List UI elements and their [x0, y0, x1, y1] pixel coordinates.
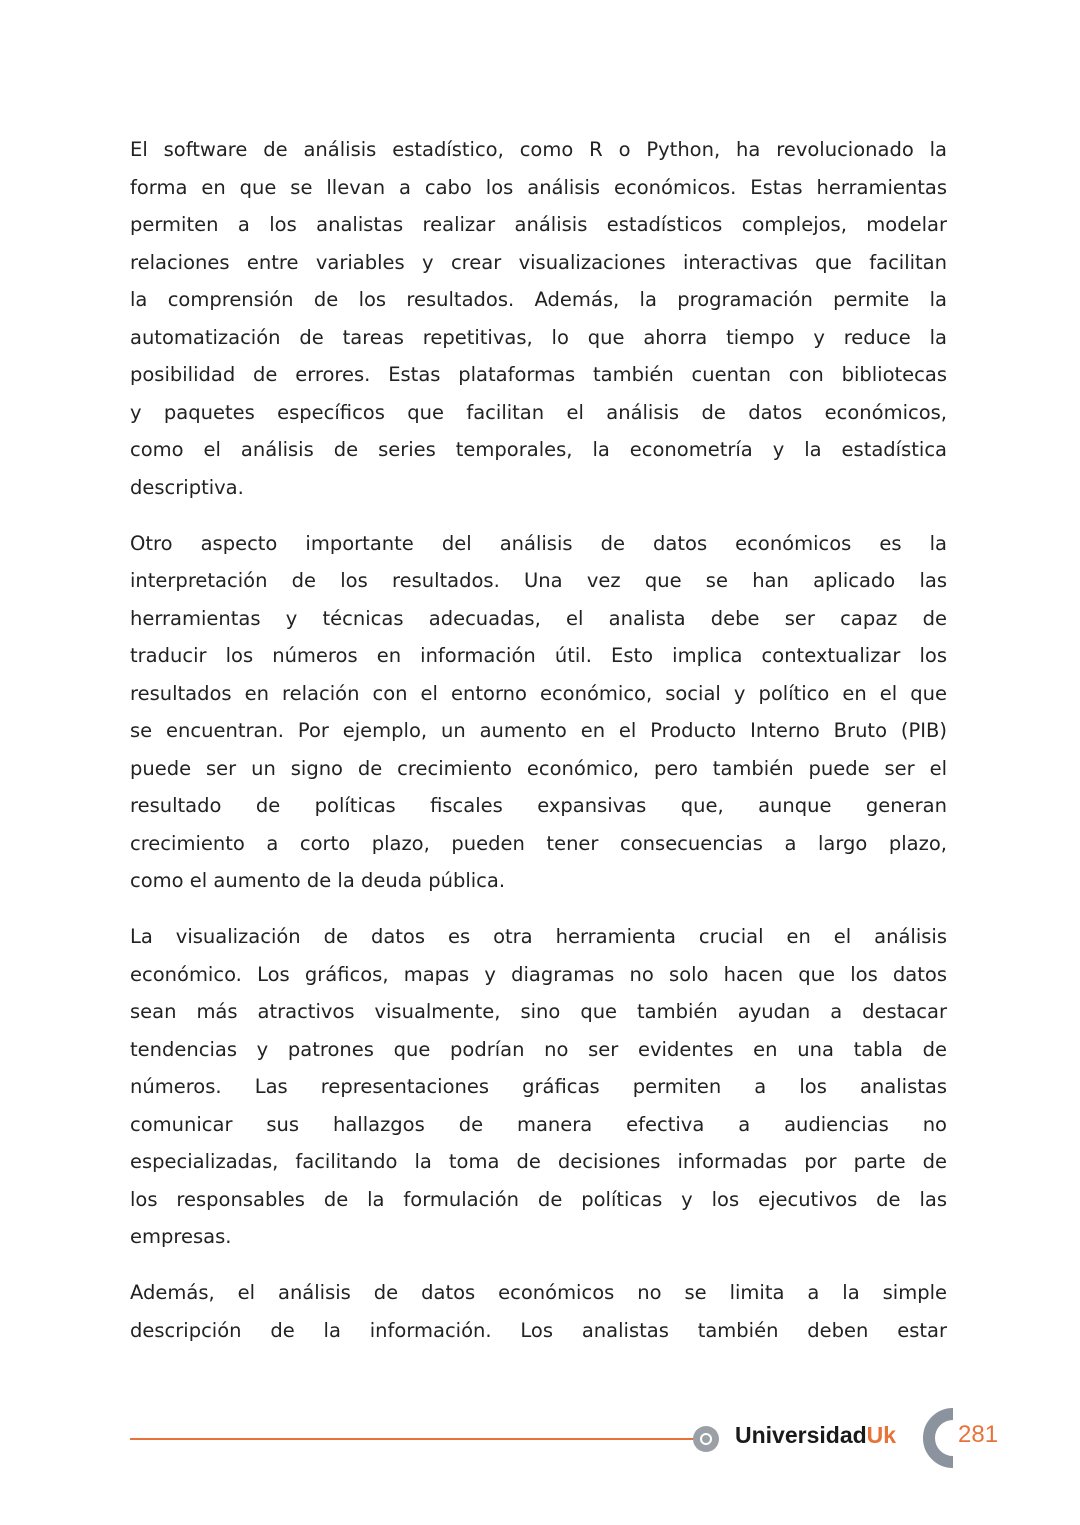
text-line: interpretación de los resultados. Una vez que se han aplicado las	[130, 569, 947, 592]
paragraph	[130, 918, 947, 1256]
text-line: forma en que se llevan a cabo los análisis económicos. Estas herramientas	[130, 175, 947, 199]
paragraph	[130, 131, 947, 506]
text-line: descripción de la información. Los analistas también deben estar	[130, 1318, 947, 1342]
text-line: traducir los números en información útil. Esto implica contextualizar los	[130, 644, 947, 667]
brand-suffix: Uk	[866, 1422, 897, 1448]
text-line: El software de análisis estadístico, como R o Python, ha revolucionado la	[130, 138, 947, 161]
text-line: especializadas, facilitando la toma de decisiones informadas por parte de	[130, 1150, 947, 1173]
text-line: como el aumento de la deuda pública.	[130, 869, 506, 892]
text-line: y paquetes específicos que facilitan el análisis de datos económicos,	[130, 400, 947, 424]
text-line: Otro aspecto importante del análisis de datos económicos es la	[130, 531, 947, 555]
brand-name: Universidad	[735, 1422, 867, 1448]
text-line: resultados en relación con el entorno económico, social y político en el que	[130, 681, 947, 705]
body-text	[130, 131, 947, 1368]
text-line: relaciones entre variables y crear visualizaciones interactivas que facilitan	[130, 250, 947, 274]
text-line: tendencias y patrones que podrían no ser evidentes en una tabla de	[130, 1037, 947, 1061]
text-line: descriptiva.	[130, 475, 244, 499]
brand-logo	[735, 1422, 896, 1449]
text-line: los responsables de la formulación de políticas y los ejecutivos de las	[130, 1187, 947, 1211]
text-line: económico. Los gráficos, mapas y diagramas no solo hacen que los datos	[130, 962, 947, 986]
text-line: se encuentran. Por ejemplo, un aumento en el Producto Interno Bruto (PIB)	[130, 719, 947, 742]
paragraph	[130, 1274, 947, 1349]
text-line: la comprensión de los resultados. Además, la programación permite la	[130, 288, 947, 311]
footer-divider	[130, 1438, 695, 1440]
text-line: posibilidad de errores. Estas plataformas también cuentan con bibliotecas	[130, 363, 947, 386]
text-line: empresas.	[130, 1225, 232, 1248]
text-line: herramientas y técnicas adecuadas, el analista debe ser capaz de	[130, 606, 947, 630]
text-line: sean más atractivos visualmente, sino que también ayudan a destacar	[130, 1000, 947, 1023]
text-line: Además, el análisis de datos económicos no se limita a la simple	[130, 1281, 947, 1304]
page-number: 281	[958, 1421, 999, 1448]
text-line: como el análisis de series temporales, la econometría y la estadística	[130, 438, 947, 461]
text-line: puede ser un signo de crecimiento económico, pero también puede ser el	[130, 756, 947, 780]
text-line: comunicar sus hallazgos de manera efectiva a audiencias no	[130, 1112, 947, 1136]
text-line: La visualización de datos es otra herramienta crucial en el análisis	[130, 925, 947, 948]
text-line: permiten a los analistas realizar análisis estadísticos complejos, modelar	[130, 213, 947, 236]
text-line: números. Las representaciones gráficas permiten a los analistas	[130, 1075, 947, 1098]
text-line: crecimiento a corto plazo, pueden tener consecuencias a largo plazo,	[130, 831, 947, 855]
paragraph	[130, 525, 947, 900]
text-line: automatización de tareas repetitivas, lo que ahorra tiempo y reduce la	[130, 325, 947, 349]
text-line: resultado de políticas fiscales expansivas que, aunque generan	[130, 794, 947, 817]
ring-icon	[693, 1426, 719, 1452]
